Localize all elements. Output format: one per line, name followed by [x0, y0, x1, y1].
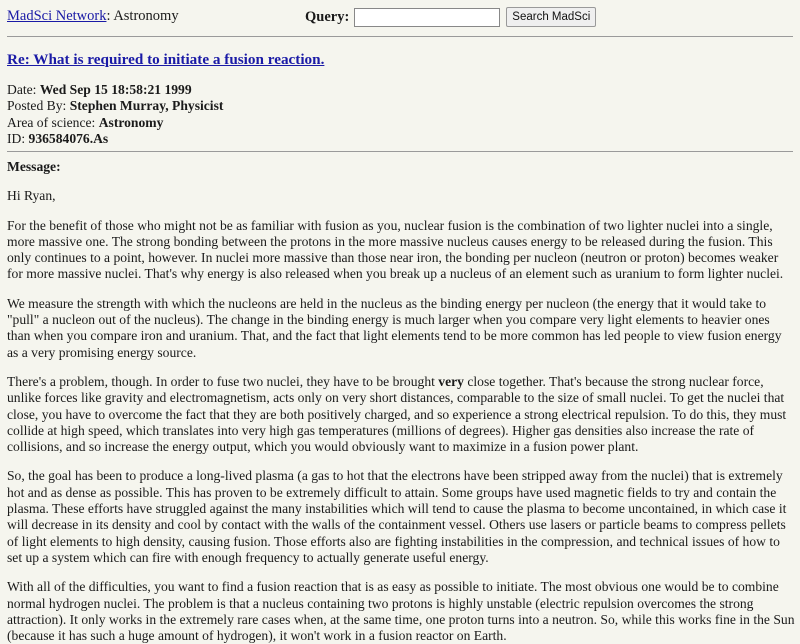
message-greeting: Hi Ryan, — [7, 188, 56, 204]
site-breadcrumb — [7, 8, 179, 25]
posted-by-row — [7, 98, 223, 114]
post-metadata — [7, 82, 223, 147]
message-label: Message: — [7, 159, 61, 174]
area-value: Astronomy — [98, 114, 164, 130]
message-paragraph-2: We measure the strength with which the nucleons are held in the nucleus as the binding energy per nucleon (the energy that it would take to "pull" a nucleon out of the nucleus). The change in the binding energy is much larger when you compare very light elements to heavier ones than when you compare iron and uranium. That, and the fact that light elements tend to be more common has led people to view fusion energy as a very promising energy source. — [7, 295, 782, 360]
post-title — [7, 51, 324, 69]
message-paragraph-1: For the benefit of those who might not be as familiar with fusion as you, nuclear fusion is the combination of two lighter nuclei into a single, more massive one. The strong bonding between the protons in the more massive nucleus causes energy to be released during the fusion. This only continues to a point, however. In nuclei more massive than those near iron, the bonding per nucleon (neutron or proton) becomes weaker for more massive nuclei. That's why energy is also released when you break up a nucleus of an element such as uranium to form lighter nuclei. — [7, 217, 784, 282]
query-label: Query: — [305, 8, 350, 25]
posted-by-label: Posted By: — [7, 98, 70, 114]
id-label: ID: — [7, 130, 29, 146]
post-title-link[interactable]: Re: What is required to initiate a fusion reaction. — [7, 51, 325, 68]
paragraph-3-text-b: close together. That's because the strong nuclear force, unlike forces like gravity and electromagnetism, acts only on very short distances, comparable to the size of small nuclei. To get the nuclei that close, you have to overcome the fact that they are both positively charged, and so experience a strong electrical repulsion. To do this, they must collide at high speed, which translates into very high gas temperatures (millions of degrees). Higher gas densities also increase the rate of collisions, and so increase the energy output, which you would obviously want to maximize in a fusion power plant. — [7, 373, 787, 455]
date-value: Wed Sep 15 18:58:21 1999 — [39, 82, 192, 97]
search-button[interactable]: Search MadSci — [506, 7, 596, 27]
paragraph-3-text-a: There's a problem, though. In order to fuse two nuclei, they have to be brought — [7, 373, 439, 389]
meta-divider — [7, 151, 793, 152]
posted-by-value: Stephen Murray, Physicist — [69, 98, 224, 114]
area-label: Area of science: — [7, 114, 99, 130]
madsci-network-link[interactable]: MadSci Network — [7, 8, 107, 24]
header-divider — [7, 36, 793, 37]
id-value: 936584076.As — [28, 130, 109, 146]
search-input[interactable] — [354, 8, 500, 27]
message-body — [7, 159, 795, 644]
area-row — [7, 115, 223, 131]
paragraph-3-emphasis: very — [438, 373, 464, 389]
search-form — [305, 7, 596, 27]
id-row — [7, 131, 223, 147]
top-bar — [0, 0, 800, 34]
date-label: Date: — [7, 82, 40, 97]
message-paragraph-5: With all of the difficulties, you want to find a fusion reaction that is as easy as possible to initiate. The most obvious one would be to combine normal hydrogen nuclei. The problem is that a nucleus containing two protons is highly unstable (electric repulsion overcomes the strong attraction). It only works in the extremely rare cases when, at the same time, one proton turns into a neutron. So, while this works fine in the Sun (because it has such a huge amount of hydrogen), it won't work in a fusion reactor on Earth. — [7, 579, 795, 644]
section-name: : Astronomy — [106, 8, 179, 24]
message-paragraph-3 — [7, 374, 795, 455]
date-row — [7, 82, 223, 98]
message-paragraph-4: So, the goal has been to produce a long-lived plasma (a gas to hot that the electrons have been stripped away from the nuclei) that is extremely hot and as dense as possible. This has proven to be extremely difficult to attain. Some groups have used magnetic fields to try and contain the plasma. These efforts have struggled against the many instabilities which will tend to cause the plasma to become uncontained, in which case it will decrease in its density and cool by contact with the walls of the containment vessel. Others use lasers or particle beams to compress pellets of light elements to high density, causing fusion. Those efforts also are fighting instabilities in the compression, and technical issues of how to set up a system which can fire with enough frequency to actually generate useful energy. — [7, 468, 787, 565]
